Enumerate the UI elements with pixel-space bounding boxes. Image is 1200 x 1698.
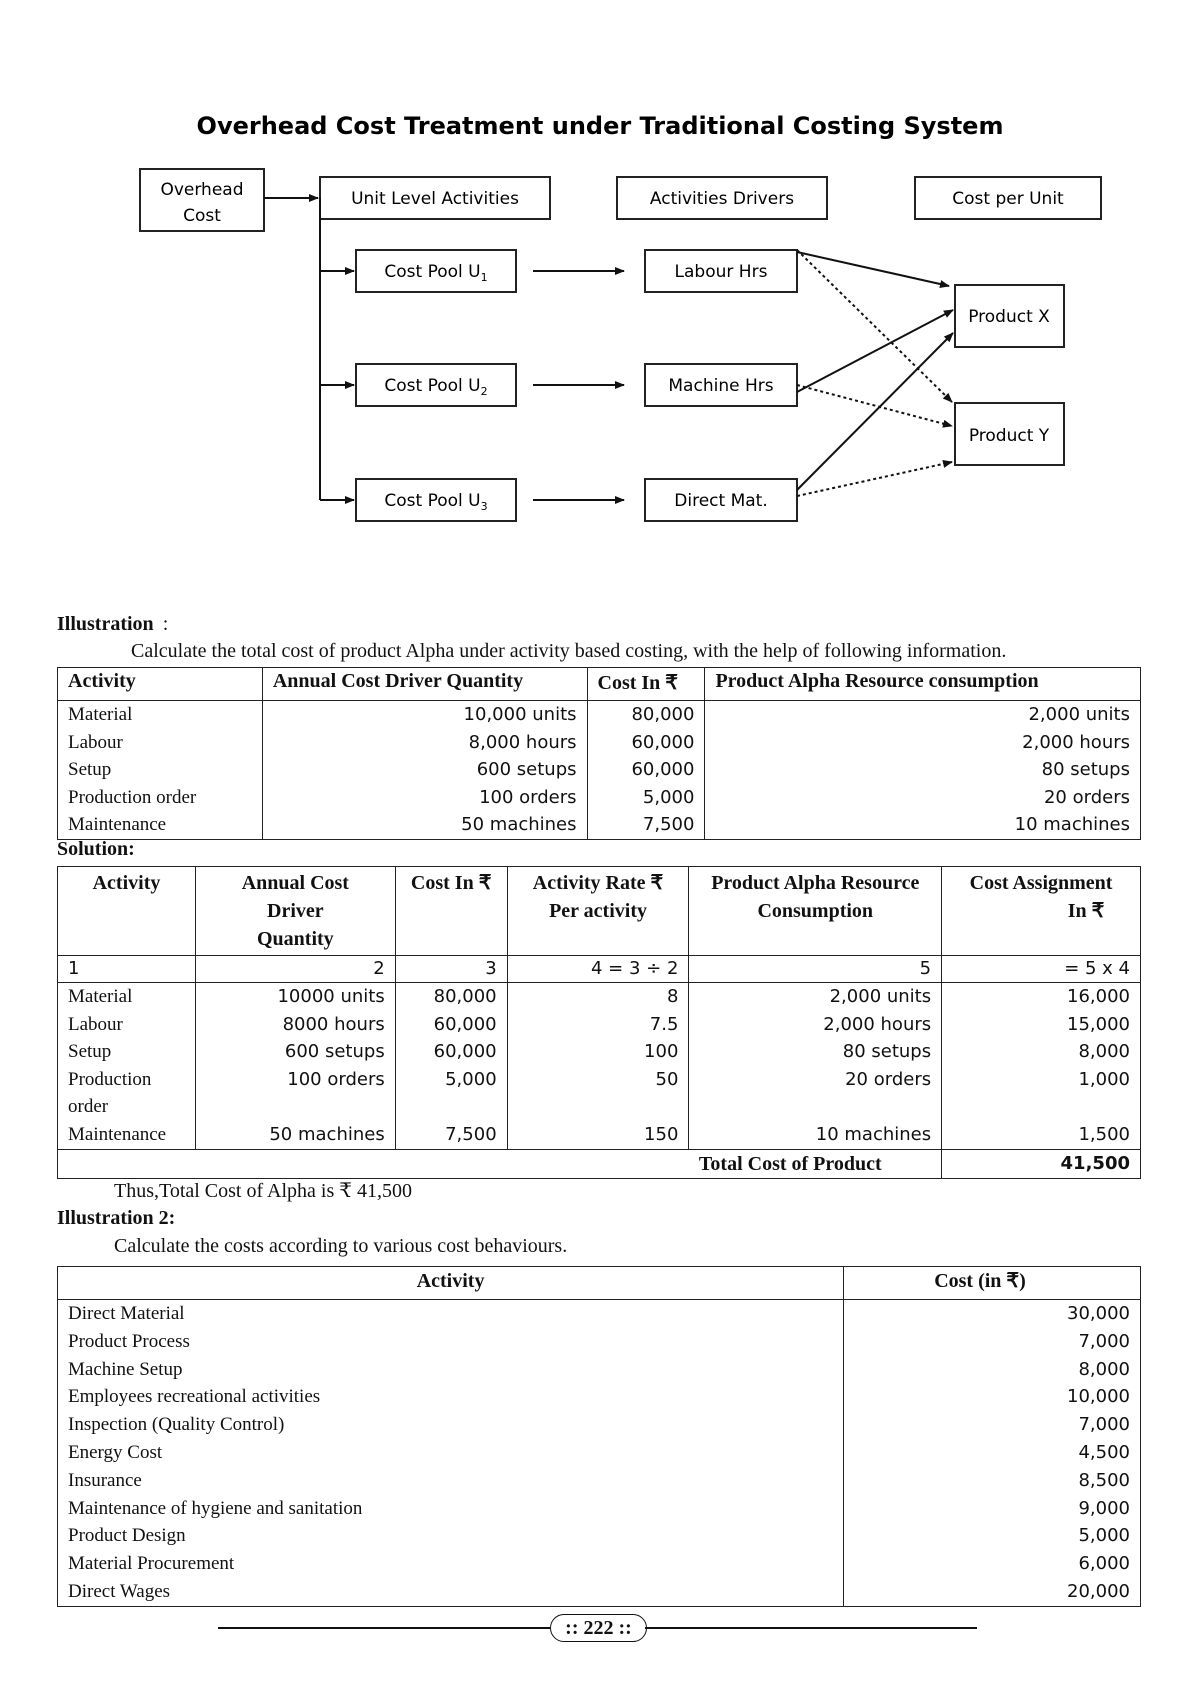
cost-assignment-cell: 1,500 — [942, 1121, 1141, 1149]
cost-pool-3-label: Cost Pool $U_3$ — [384, 491, 488, 513]
cost-cell: 7,500 — [587, 811, 705, 839]
table-row — [58, 1495, 1141, 1523]
table-row — [58, 1383, 1141, 1411]
activity-cell: Material — [58, 701, 263, 729]
rate-cell: 100 — [507, 1038, 689, 1066]
cost-cell: 10,000 — [844, 1383, 1141, 1411]
header-annual-cost-driver-quantity: Annual Cost Driver Quantity — [262, 668, 587, 701]
illustration-heading-colon: : — [162, 613, 169, 635]
cost-cell: 60,000 — [587, 729, 705, 757]
activity-cell: Labour — [58, 1011, 196, 1039]
cost-assignment-cell: 8,000 — [942, 1038, 1141, 1066]
table-row — [58, 1066, 1141, 1094]
table-row — [58, 1411, 1141, 1439]
rate-cell: 50 — [507, 1066, 689, 1094]
cost-cell: 60,000 — [395, 1011, 507, 1039]
product-y-label: Product Y — [968, 426, 1050, 446]
activity-cell: Product Design — [58, 1522, 844, 1550]
illustration-intro: Calculate the total cost of product Alpha under activity based costing, with the help of following information. — [131, 640, 1007, 662]
driver-quantity-cell: 100 orders — [195, 1066, 395, 1094]
arrow-direct-mat-to-product-x — [797, 333, 953, 490]
illustration-2-intro: Calculate the costs according to various cost behaviours. — [114, 1235, 568, 1257]
cost-cell: 4,500 — [844, 1439, 1141, 1467]
activity-cell: Direct Wages — [58, 1578, 844, 1606]
consumption-cell: 80 setups — [689, 1038, 942, 1066]
consumption-cell: 2,000 units — [689, 983, 942, 1011]
activity-cell: Energy Cost — [58, 1439, 844, 1467]
direct-mat-label: Direct Mat. — [674, 491, 768, 511]
cost-cell: 60,000 — [587, 756, 705, 784]
index-cell: 3 — [395, 956, 507, 983]
cost-pool-2-box — [356, 364, 516, 406]
table-row — [58, 1093, 1141, 1121]
table-row — [58, 1522, 1141, 1550]
direct-mat-box — [645, 479, 797, 521]
cost-cell: 7,000 — [844, 1411, 1141, 1439]
cost-cell: 7,500 — [395, 1121, 507, 1149]
table-row — [58, 1356, 1141, 1384]
consumption-cell: 2,000 units — [705, 701, 1141, 729]
cost-cell: 5,000 — [844, 1522, 1141, 1550]
footer-rule-left — [218, 1627, 550, 1629]
activity-cell: Machine Setup — [58, 1356, 844, 1384]
driver-quantity-cell: 8,000 hours — [262, 729, 587, 757]
activity-cell: Setup — [58, 1038, 196, 1066]
cost-cell: 5,000 — [395, 1066, 507, 1094]
solution-index-row — [58, 956, 1141, 983]
table-row — [58, 1550, 1141, 1578]
arrow-labour-to-product-x — [797, 252, 949, 286]
machine-hrs-box — [645, 364, 797, 406]
activity-cell: Setup — [58, 756, 263, 784]
table-row — [58, 1300, 1141, 1328]
overhead-cost-line2: Cost — [183, 206, 221, 226]
cost-assignment-cell: 15,000 — [942, 1011, 1141, 1039]
cost-pool-1-label: Cost Pool $U_1$ — [384, 262, 488, 284]
index-cell: 4 = 3 ÷ 2 — [507, 956, 689, 983]
activity-cell: Direct Material — [58, 1300, 844, 1328]
cost-cell: 9,000 — [844, 1495, 1141, 1523]
cost-cell — [395, 1093, 507, 1121]
illustration-2-table — [57, 1266, 1141, 1607]
index-cell: 1 — [58, 956, 196, 983]
illustration-heading — [57, 613, 168, 636]
sol-header-activity-rate: Activity Rate ₹ Per activity — [507, 867, 689, 956]
cost-cell: 6,000 — [844, 1550, 1141, 1578]
cost-cell: 8,500 — [844, 1467, 1141, 1495]
activity-cell: Employees recreational activities — [58, 1383, 844, 1411]
total-value: 41,500 — [942, 1149, 1141, 1178]
footer-rule-right — [645, 1627, 977, 1629]
table-row — [58, 1121, 1141, 1149]
total-row — [58, 1149, 1141, 1178]
cost-per-unit-box — [915, 177, 1101, 219]
driver-quantity-cell: 50 machines — [262, 811, 587, 839]
solution-heading: Solution: — [57, 838, 135, 860]
product-x-box — [955, 285, 1064, 347]
illustration-heading-text: Illustration — [57, 613, 154, 635]
cost-assignment-cell: 1,000 — [942, 1066, 1141, 1094]
cost-pool-2-label: Cost Pool $U_2$ — [384, 376, 488, 398]
activities-drivers-box — [617, 177, 827, 219]
sol-header-annual-cost-driver-quantity: Annual Cost Driver Quantity — [195, 867, 395, 956]
consumption-cell: 10 machines — [689, 1121, 942, 1149]
cost-cell: 7,000 — [844, 1328, 1141, 1356]
solution-conclusion: Thus,Total Cost of Alpha is ₹ 41,500 — [114, 1180, 412, 1202]
activity-cell: order — [58, 1093, 196, 1121]
table-row — [58, 756, 1141, 784]
rate-cell: 8 — [507, 983, 689, 1011]
total-label: Total Cost of Product — [689, 1149, 942, 1178]
product-y-box — [955, 403, 1064, 465]
driver-quantity-cell — [195, 1093, 395, 1121]
activity-cell: Insurance — [58, 1467, 844, 1495]
cost-cell: 30,000 — [844, 1300, 1141, 1328]
activity-cell: Labour — [58, 729, 263, 757]
header-cost-in: Cost In ₹ — [587, 668, 705, 701]
overhead-cost-diagram — [0, 0, 1200, 580]
table-row — [58, 811, 1141, 839]
driver-quantity-cell: 100 orders — [262, 784, 587, 812]
illustration-2-heading: Illustration 2: — [57, 1207, 176, 1229]
cost-cell: 8,000 — [844, 1356, 1141, 1384]
activity-cell: Production order — [58, 784, 263, 812]
table-row — [58, 1038, 1141, 1066]
activity-cell: Production — [58, 1066, 196, 1094]
rate-cell: 7.5 — [507, 1011, 689, 1039]
activity-cell: Maintenance — [58, 811, 263, 839]
index-cell: = 5 x 4 — [942, 956, 1141, 983]
table-row — [58, 784, 1141, 812]
cost-cell: 5,000 — [587, 784, 705, 812]
table-row — [58, 983, 1141, 1011]
activity-cell: Material — [58, 983, 196, 1011]
product-x-label: Product X — [968, 307, 1050, 327]
activity-cell: Maintenance of hygiene and sanitation — [58, 1495, 844, 1523]
cost-cell: 20,000 — [844, 1578, 1141, 1606]
table-row — [58, 1328, 1141, 1356]
dotted-arrow-machine-to-product-y — [797, 385, 952, 426]
cost-pool-1-box — [356, 250, 516, 292]
consumption-cell: 80 setups — [705, 756, 1141, 784]
consumption-cell — [689, 1093, 942, 1121]
labour-hrs-label: Labour Hrs — [674, 262, 768, 282]
activity-cell: Inspection (Quality Control) — [58, 1411, 844, 1439]
table-row — [58, 701, 1141, 729]
cost-assignment-cell — [942, 1093, 1141, 1121]
consumption-cell: 2,000 hours — [689, 1011, 942, 1039]
cost-assignment-cell: 16,000 — [942, 983, 1141, 1011]
overhead-cost-line1: Overhead — [160, 180, 244, 200]
header-cost-in: Cost (in ₹) — [844, 1267, 1141, 1300]
activity-cell: Maintenance — [58, 1121, 196, 1149]
cost-per-unit-label: Cost per Unit — [952, 189, 1064, 209]
rate-cell — [507, 1093, 689, 1121]
unit-level-activities-box — [320, 177, 550, 219]
index-cell: 5 — [689, 956, 942, 983]
table-row — [58, 729, 1141, 757]
page-number: :: 222 :: — [550, 1614, 647, 1642]
unit-level-activities-label: Unit Level Activities — [351, 189, 519, 209]
consumption-cell: 2,000 hours — [705, 729, 1141, 757]
sol-header-cost-in: Cost In ₹ — [395, 867, 507, 956]
driver-quantity-cell: 50 machines — [195, 1121, 395, 1149]
machine-hrs-label: Machine Hrs — [668, 376, 774, 396]
driver-quantity-cell: 600 setups — [195, 1038, 395, 1066]
driver-quantity-cell: 10,000 units — [262, 701, 587, 729]
cost-cell: 80,000 — [587, 701, 705, 729]
solution-table — [57, 866, 1141, 1179]
consumption-cell: 10 machines — [705, 811, 1141, 839]
header-product-alpha-resource-consumption: Product Alpha Resource consumption — [705, 668, 1141, 701]
activities-drivers-label: Activities Drivers — [649, 189, 795, 209]
cost-pool-3-box — [356, 479, 516, 521]
illustration-2-table-header — [58, 1267, 1141, 1300]
solution-table-header — [58, 867, 1141, 956]
diagram-title: Overhead Cost Treatment under Traditional Costing System — [196, 112, 1004, 140]
header-activity: Activity — [58, 1267, 844, 1300]
driver-quantity-cell: 600 setups — [262, 756, 587, 784]
cost-cell: 60,000 — [395, 1038, 507, 1066]
consumption-cell: 20 orders — [705, 784, 1141, 812]
activity-cell: Material Procurement — [58, 1550, 844, 1578]
sol-header-cost-assignment: Cost Assignment In ₹ — [942, 867, 1141, 956]
arrow-machine-to-product-x — [797, 310, 953, 392]
cost-cell: 80,000 — [395, 983, 507, 1011]
table-row — [58, 1011, 1141, 1039]
table-row — [58, 1578, 1141, 1606]
labour-hrs-box — [645, 250, 797, 292]
index-cell: 2 — [195, 956, 395, 983]
sol-header-product-alpha-resource-consumption: Product Alpha Resource Consumption — [689, 867, 942, 956]
rate-cell: 150 — [507, 1121, 689, 1149]
sol-header-activity: Activity — [58, 867, 196, 956]
table-row — [58, 1439, 1141, 1467]
activity-cell: Product Process — [58, 1328, 844, 1356]
illustration-table-header — [58, 668, 1141, 701]
table-row — [58, 1467, 1141, 1495]
header-activity: Activity — [58, 668, 263, 701]
driver-quantity-cell: 10000 units — [195, 983, 395, 1011]
overhead-cost-box — [140, 169, 264, 231]
driver-quantity-cell: 8000 hours — [195, 1011, 395, 1039]
illustration-table — [57, 667, 1141, 840]
consumption-cell: 20 orders — [689, 1066, 942, 1094]
